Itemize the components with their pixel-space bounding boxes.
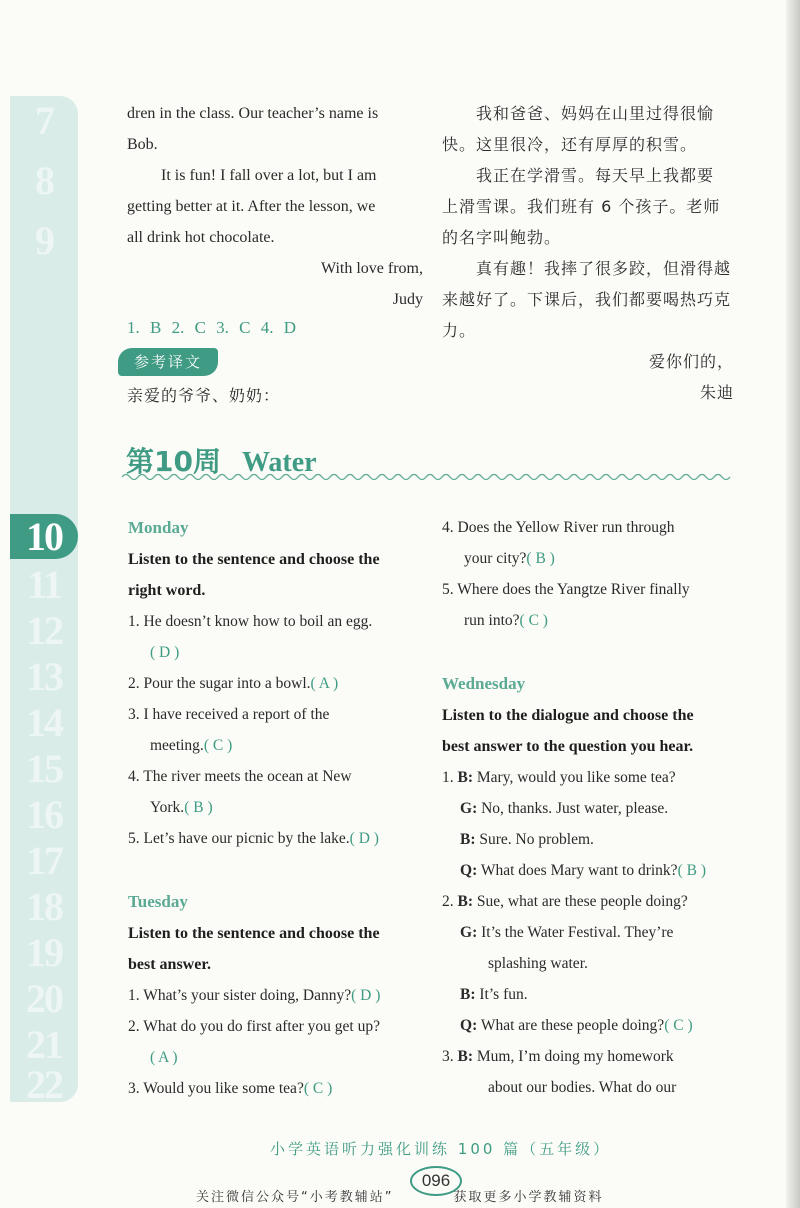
answer-mark: ( C ) xyxy=(664,1017,693,1034)
letter-closing: With love from, xyxy=(321,260,423,277)
dialogue-line: splashing water. xyxy=(488,955,588,972)
instr-line: Listen to the sentence and choose the xyxy=(128,551,380,568)
answer-mark: ( D ) xyxy=(150,644,180,661)
question-item: 2. Pour the sugar into a bowl.( A ) xyxy=(128,675,339,692)
week-tab-9[interactable]: 9 xyxy=(35,218,53,263)
speaker-b: B xyxy=(460,986,471,1003)
dialogue-line: Q: What does Mary want to drink?( B ) xyxy=(460,862,706,879)
translation-greeting: 亲爱的爷爷、奶奶： xyxy=(127,386,281,405)
zh-line: 上滑雪课。我们班有 6 个孩子。老师 xyxy=(442,197,721,216)
week-tab-9b xyxy=(10,278,78,323)
week-tab-9c xyxy=(10,458,78,503)
question-item: 4. The river meets the ocean at New xyxy=(128,768,352,785)
zh-line: 的名字叫鲍勃。 xyxy=(442,228,562,247)
speaker-q: Q xyxy=(460,862,473,879)
instr-line: Listen to the sentence and choose the xyxy=(128,925,380,942)
question-item: 1. He doesn’t know how to boil an egg. xyxy=(128,613,373,630)
week-title-en: Water xyxy=(241,447,317,478)
answer-mark: ( B ) xyxy=(526,550,555,567)
dialogue-line: about our bodies. What do our xyxy=(488,1079,677,1096)
letter-line: Bob. xyxy=(127,136,158,153)
answer-key: 1. B 2. C 3. C 4. D xyxy=(127,318,297,337)
dialogue-line: 3. B: Mum, I’m doing my homework xyxy=(442,1048,674,1065)
letter-line: dren in the class. Our teacher’s name is xyxy=(127,105,379,122)
week-tab-7[interactable]: 7 xyxy=(35,98,53,143)
instr-line: right word. xyxy=(128,582,206,599)
question-item: 3. I have received a report of the xyxy=(128,706,330,723)
dialogue-line: B: Sure. No problem. xyxy=(460,831,594,848)
week-tab-11a xyxy=(10,338,78,383)
week-tab-22[interactable]: 22 xyxy=(26,1062,62,1107)
zh-line: 力。 xyxy=(442,321,477,340)
question-item xyxy=(128,1042,428,1073)
week-tab-11[interactable]: 11 xyxy=(27,562,61,607)
week-title-zh: 第10周 xyxy=(126,445,221,478)
answer-mark: ( C ) xyxy=(303,1080,333,1097)
zh-line: 真有趣！我摔了很多跤，但滑得越 xyxy=(476,259,732,278)
dialogue-line: 2. B: Sue, what are these people doing? xyxy=(442,893,688,910)
week-tab-20[interactable]: 20 xyxy=(26,976,62,1021)
week-tab-15[interactable]: 15 xyxy=(26,746,62,791)
speaker-q: Q xyxy=(460,1017,473,1034)
week-tab-17[interactable]: 17 xyxy=(26,838,62,883)
translation-badge: 参考译文 xyxy=(118,348,218,376)
question-item: run into?( C ) xyxy=(464,612,548,629)
zh-closing: 爱你们的， xyxy=(648,352,734,371)
speaker-g: G xyxy=(460,924,473,941)
page-number: 096 xyxy=(410,1166,462,1196)
dialogue-line: 1. B: Mary, would you like some tea? xyxy=(442,769,676,786)
dialogue-line: G: No, thanks. Just water, please. xyxy=(460,800,669,817)
page-binding-edge xyxy=(786,0,800,1208)
zh-signature: 朱迪 xyxy=(699,383,734,402)
answer-mark: ( B ) xyxy=(677,862,706,879)
letter-line: getting better at it. After the lesson, we xyxy=(127,198,376,215)
zh-line: 我正在学滑雪。每天早上我都要 xyxy=(476,166,715,185)
answer-mark: ( C ) xyxy=(203,737,233,754)
answer-mark: ( D ) xyxy=(351,987,381,1004)
zh-line: 快。这里很冷，还有厚厚的积雪。 xyxy=(442,135,698,154)
answer-mark: ( C ) xyxy=(519,612,548,629)
question-item: 4. Does the Yellow River run through xyxy=(442,519,675,536)
week-tab-16[interactable]: 16 xyxy=(26,792,62,837)
zh-line: 来越好了。下课后，我们都要喝热巧克 xyxy=(442,290,732,309)
speaker-g: G xyxy=(460,800,473,817)
wednesday-dialogues xyxy=(442,762,742,1103)
speaker-b: B xyxy=(457,893,468,910)
question-item: 2. What do you do first after you get up? xyxy=(128,1018,380,1035)
question-item: 5. Where does the Yangtze River finally xyxy=(442,581,690,598)
zh-line: 我和爸爸、妈妈在山里过得很愉 xyxy=(476,104,715,123)
week-tab-8[interactable]: 8 xyxy=(35,158,53,203)
speaker-b: B xyxy=(457,769,468,786)
monday-questions xyxy=(128,606,428,854)
question-item xyxy=(128,637,428,668)
week-tab-12a xyxy=(10,398,78,443)
week-tab-12[interactable]: 12 xyxy=(26,608,62,653)
question-item: your city?( B ) xyxy=(464,550,555,567)
week-tab-10[interactable]: 10 xyxy=(10,514,78,559)
speaker-b: B xyxy=(457,1048,468,1065)
question-item: 3. Would you like some tea?( C ) xyxy=(128,1080,333,1097)
answer-mark: ( A ) xyxy=(310,675,339,692)
question-item: meeting.( C ) xyxy=(150,737,233,754)
footer-book-title: 小学英语听力强化训练 100 篇（五年级） xyxy=(270,1140,612,1158)
day-tuesday: Tuesday xyxy=(128,892,188,911)
letter-english xyxy=(127,98,423,315)
dialogue-line: G: It’s the Water Festival. They’re xyxy=(460,924,674,941)
instr-line: best answer to the question you hear. xyxy=(442,738,694,755)
week-tab-21[interactable]: 21 xyxy=(26,1022,62,1067)
answer-mark: ( B ) xyxy=(184,799,213,816)
footer-wechat-note: 关注微信公众号“小考教辅站” 获取更多小学教辅资料 xyxy=(196,1190,604,1205)
week-tabs xyxy=(10,96,78,1107)
week-tab-19[interactable]: 19 xyxy=(26,930,62,975)
question-item: 5. Let’s have our picnic by the lake.( D ) xyxy=(128,830,379,847)
answer-mark: ( A ) xyxy=(150,1049,178,1066)
week-tab-18[interactable]: 18 xyxy=(26,884,62,929)
tuesday-instruction xyxy=(128,918,428,980)
question-item: 1. What’s your sister doing, Danny?( D ) xyxy=(128,987,381,1004)
tuesday-questions-left xyxy=(128,980,428,1104)
monday-instruction xyxy=(128,544,428,606)
answer-mark: ( D ) xyxy=(349,830,379,847)
day-monday: Monday xyxy=(128,518,189,537)
letter-line: all drink hot chocolate. xyxy=(127,229,275,246)
wednesday-instruction xyxy=(442,700,742,762)
instr-line: Listen to the dialogue and choose the xyxy=(442,707,694,724)
letter-line: It is fun! I fall over a lot, but I am xyxy=(161,167,377,184)
tuesday-questions-right xyxy=(442,512,742,636)
letter-signature: Judy xyxy=(392,291,423,308)
wavy-divider xyxy=(122,470,734,484)
dialogue-line: Q: What are these people doing?( C ) xyxy=(460,1017,693,1034)
instr-line: best answer. xyxy=(128,956,211,973)
question-item: York.( B ) xyxy=(150,799,213,816)
dialogue-line: B: It’s fun. xyxy=(460,986,528,1003)
week-tab-13[interactable]: 13 xyxy=(26,654,62,699)
week-tab-14[interactable]: 14 xyxy=(26,700,62,745)
letter-chinese xyxy=(442,98,734,408)
speaker-b: B xyxy=(460,831,471,848)
day-wednesday: Wednesday xyxy=(442,674,526,693)
